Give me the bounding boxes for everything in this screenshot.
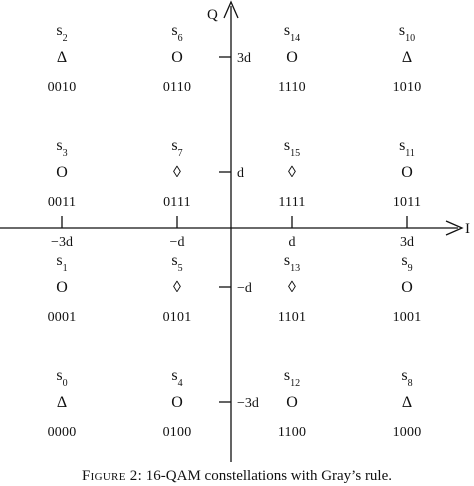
point-marker-glyph: ◊ [288, 164, 296, 181]
point-symbol-index: 1 [62, 262, 68, 274]
point-marker-glyph: Δ [56, 394, 68, 411]
constellation-point [48, 137, 76, 210]
point-gray-code: 1011 [392, 195, 422, 210]
point-marker-glyph: Δ [401, 394, 413, 411]
point-symbol-index: 9 [407, 262, 413, 274]
constellation-point [163, 137, 191, 210]
point-gray-code: 0111 [163, 195, 191, 210]
point-symbol-base: s [283, 252, 291, 269]
point-symbol-base: s [171, 22, 178, 39]
point-symbol-index: 13 [290, 262, 301, 274]
point-symbol-label [284, 252, 300, 274]
point-symbol-index: 14 [290, 32, 301, 44]
point-symbol-label [284, 367, 300, 389]
constellation-point [278, 137, 305, 210]
caption-label: Figure 2: [81, 468, 143, 484]
point-symbol-label [401, 252, 412, 274]
point-gray-code: 1001 [392, 310, 422, 325]
point-symbol-label [284, 22, 300, 44]
point-gray-code: 1110 [278, 80, 306, 95]
point-symbol-base: s [56, 252, 63, 269]
point-symbol-label [171, 252, 182, 274]
point-symbol-label [56, 367, 67, 389]
point-marker-glyph: O [56, 279, 68, 296]
y-tick-label-d: d [237, 166, 244, 181]
point-gray-code: 0100 [162, 425, 192, 440]
point-marker-glyph: O [171, 394, 183, 411]
point-marker-glyph: ◊ [173, 279, 181, 296]
i-axis-label: I [465, 221, 470, 237]
point-marker-glyph: ◊ [173, 164, 181, 181]
constellation-point [163, 252, 192, 325]
point-symbol-base: s [56, 22, 63, 39]
constellation-point [163, 367, 192, 440]
point-symbol-label [56, 22, 67, 44]
point-symbol-base: s [283, 367, 291, 384]
point-marker-glyph: ◊ [288, 279, 296, 296]
constellation-point [393, 22, 422, 95]
constellation-point [278, 367, 306, 440]
point-symbol-index: 7 [177, 147, 183, 159]
point-symbol-index: 2 [62, 32, 68, 44]
point-marker-glyph: O [401, 164, 413, 181]
point-marker-glyph: O [286, 49, 298, 66]
point-gray-code: 0010 [47, 80, 77, 95]
point-marker-glyph: Δ [401, 49, 413, 66]
point-gray-code: 0000 [47, 425, 77, 440]
y-tick-label-neg-3d: −3d [237, 396, 259, 411]
y-ticks [219, 51, 259, 411]
x-tick-label-3d: 3d [400, 235, 414, 250]
point-gray-code: 1101 [277, 310, 307, 325]
point-symbol-label [284, 137, 300, 159]
point-symbol-index: 0 [62, 377, 68, 389]
point-gray-code: 0011 [47, 195, 77, 210]
point-symbol-base: s [171, 252, 178, 269]
point-marker-glyph: O [171, 49, 183, 66]
q-axis-label: Q [207, 7, 218, 23]
point-symbol-index: 12 [290, 377, 301, 389]
point-symbol-base: s [401, 252, 408, 269]
constellation-point [163, 22, 191, 95]
x-ticks [51, 216, 414, 250]
x-tick-label-d: d [288, 235, 296, 250]
constellation-point [393, 137, 421, 210]
point-marker-glyph: Δ [56, 49, 68, 66]
point-gray-code: 1010 [392, 80, 422, 95]
y-tick-label-3d: 3d [237, 51, 251, 66]
point-marker-glyph: O [56, 164, 68, 181]
point-gray-code: 0110 [162, 80, 192, 95]
point-marker-glyph: O [286, 394, 298, 411]
constellation-point [48, 367, 77, 440]
point-symbol-base: s [283, 137, 291, 154]
point-symbol-index: 11 [405, 147, 415, 159]
point-symbol-label [171, 137, 182, 159]
point-symbol-index: 5 [177, 262, 183, 274]
point-symbol-base: s [56, 367, 63, 384]
point-symbol-label [171, 367, 182, 389]
point-symbol-base: s [399, 137, 406, 154]
constellation-point [278, 22, 306, 95]
point-symbol-base: s [171, 367, 178, 384]
point-gray-code: 0101 [162, 310, 192, 325]
constellation-point [48, 252, 77, 325]
constellation-points [48, 22, 422, 440]
point-symbol-index: 6 [177, 32, 183, 44]
point-symbol-base: s [401, 367, 408, 384]
point-symbol-label [399, 22, 415, 44]
point-gray-code: 1100 [277, 425, 307, 440]
x-tick-label-neg-d: −d [169, 235, 185, 250]
constellation-point [393, 252, 422, 325]
point-symbol-base: s [398, 22, 406, 39]
point-gray-code: 1000 [392, 425, 422, 440]
point-symbol-index: 10 [405, 32, 416, 44]
point-symbol-label [399, 137, 415, 159]
figure-caption [0, 468, 474, 485]
point-symbol-label [56, 137, 67, 159]
x-tick-label-neg-3d: −3d [51, 235, 73, 250]
point-gray-code: 1111 [278, 195, 306, 210]
point-symbol-index: 3 [62, 147, 68, 159]
point-symbol-index: 4 [177, 377, 183, 389]
constellation-point [278, 252, 306, 325]
constellation-point [393, 367, 422, 440]
point-symbol-label [56, 252, 67, 274]
point-symbol-index: 15 [290, 147, 301, 159]
point-symbol-base: s [283, 22, 291, 39]
point-gray-code: 0001 [47, 310, 77, 325]
y-tick-label-neg-d: −d [237, 281, 252, 296]
caption-text: 16-QAM constellations with Gray’s rule. [145, 468, 393, 484]
point-symbol-base: s [56, 137, 63, 154]
point-symbol-index: 8 [407, 377, 413, 389]
constellation-point [48, 22, 77, 95]
point-symbol-label [171, 22, 182, 44]
point-symbol-base: s [171, 137, 178, 154]
point-symbol-label [401, 367, 412, 389]
point-marker-glyph: O [401, 279, 413, 296]
